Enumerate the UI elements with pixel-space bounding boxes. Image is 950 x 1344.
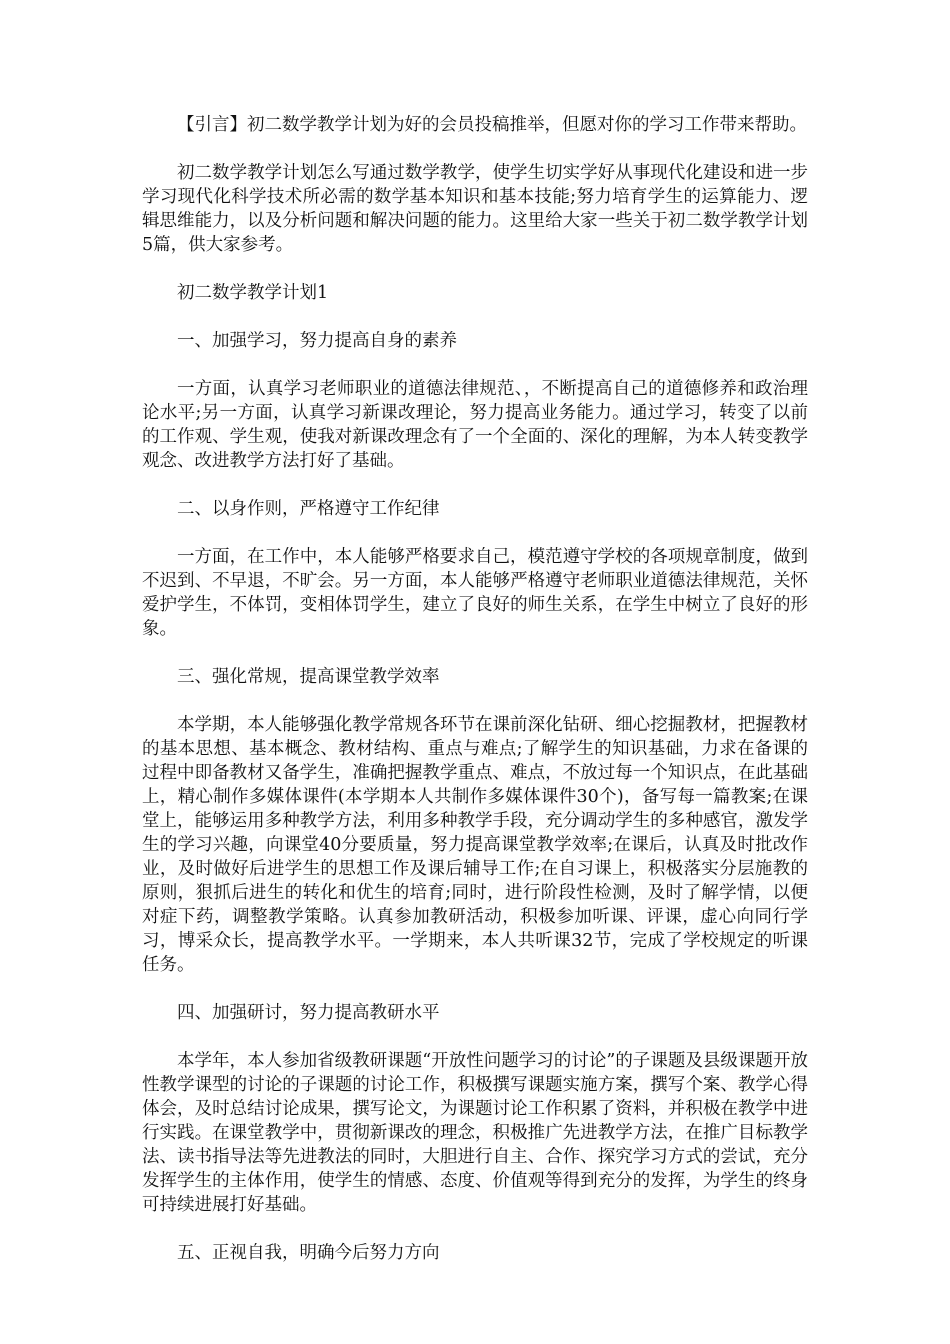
document-page <box>142 113 808 1289</box>
section-heading-5: 五、正视自我，明确今后努力方向 <box>177 1243 440 1263</box>
summary-paragraph: 初二数学教学计划怎么写通过数学教学，使学生切实学好从事现代化建设和进一步学习现代化科学技术所必需的数学基本知识和基本技能;努力培育学生的运算能力、逻辑思维能力，以及分析问题和解决问题的能力。这里给大家一些关于初二数学教学计划5篇，供大家参考。 <box>142 163 808 255</box>
section-heading-4: 四、加强研讨，努力提高教研水平 <box>177 1003 440 1023</box>
plan-title: 初二数学教学计划1 <box>177 283 329 303</box>
section-body-4: 本学年，本人参加省级教研课题“开放性问题学习的讨论”的子课题及县级课题开放性教学课型的讨论的子课题的讨论工作，积极撰写课题实施方案，撰写个案、教学心得体会，及时总结讨论成果，撰写论文，为课题讨论工作积累了资料，并积极在教学中进行实践。在课堂教学中，贯彻新课改的理念，积极推广先进教学方法，在推广目标教学法、读书指导法等先进教法的同时，大胆进行自主、合作、探究学习方式的尝试，充分发挥学生的主体作用，使学生的情感、态度、价值观等得到充分的发挥，为学生的终身可持续进展打好基础。 <box>142 1051 808 1215</box>
section-body-1: 一方面，认真学习老师职业的道德法律规范、，不断提高自己的道德修养和政治理论水平;另一方面，认真学习新课改理论，努力提高业务能力。通过学习，转变了以前的工作观、学生观，使我对新课改理念有了一个全面的、深化的理解，为本人转变教学观念、改进教学方法打好了基础。 <box>142 379 808 471</box>
section-heading-1: 一、加强学习，努力提高自身的素养 <box>177 331 457 351</box>
section-body-3: 本学期，本人能够强化教学常规各环节在课前深化钻研、细心挖掘教材，把握教材的基本思想、基本概念、教材结构、重点与难点;了解学生的知识基础，力求在备课的过程中即备教材又备学生，准确把握教学重点、难点，不放过每一个知识点，在此基础上，精心制作多媒体课件(本学期本人共制作多媒体课件30个)，备写每一篇教案;在课堂上，能够运用多种教学方法，利用多种教学手段，充分调动学生的多种感官，激发学生的学习兴趣，向课堂40分要质量，努力提高课堂教学效率;在课后，认真及时批改作业，及时做好后进学生的思想工作及课后辅导工作;在自习课上，积极落实分层施教的原则，狠抓后进生的转化和优生的培育;同时，进行阶段性检测，及时了解学情，以便对症下药，调整教学策略。认真参加教研活动，积极参加听课、评课，虚心向同行学习，博采众长，提高教学水平。一学期来，本人共听课32节，完成了学校规定的听课任务。 <box>142 715 808 975</box>
section-heading-2: 二、以身作则，严格遵守工作纪律 <box>177 499 440 519</box>
section-body-2: 一方面，在工作中，本人能够严格要求自己，模范遵守学校的各项规章制度，做到不迟到、不早退，不旷会。另一方面，本人能够严格遵守老师职业道德法律规范，关怀爱护学生，不体罚，变相体罚学生，建立了良好的师生关系，在学生中树立了良好的形象。 <box>142 547 808 639</box>
section-heading-3: 三、强化常规，提高课堂教学效率 <box>177 667 440 687</box>
intro-paragraph: 【引言】初二数学教学计划为好的会员投稿推举，但愿对你的学习工作带来帮助。 <box>177 115 807 135</box>
